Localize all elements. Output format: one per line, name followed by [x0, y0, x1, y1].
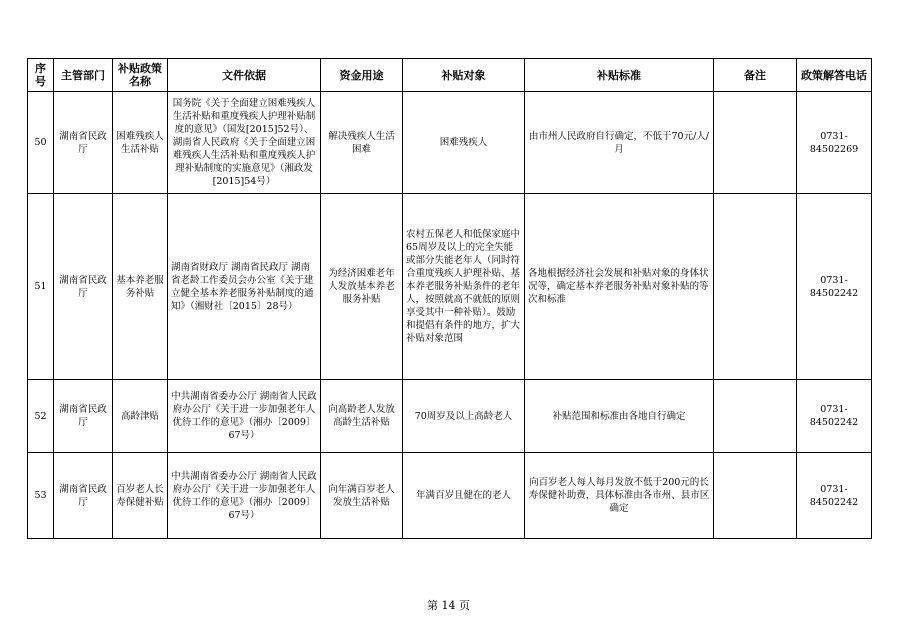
cell-phone: 0731-84502242 — [797, 380, 872, 453]
header-phone: 政策解答电话 — [797, 59, 872, 92]
cell-policy-name: 基本养老服务补贴 — [113, 194, 168, 380]
cell-phone: 0731-84502269 — [797, 92, 872, 194]
cell-standard: 各地根据经济社会发展和补贴对象的身体状况等，确定基本养老服务补贴对象补贴的等次和标准 — [525, 194, 714, 380]
cell-basis: 中共湖南省委办公厅 湖南省人民政府办公厅《关于进一步加强老年人优待工作的意见》（湘办〔2009〕67号） — [168, 380, 321, 453]
cell-seq: 52 — [28, 380, 54, 453]
cell-seq: 53 — [28, 453, 54, 539]
header-standard: 补贴标准 — [525, 59, 714, 92]
subsidy-policy-table — [27, 58, 872, 539]
table-row — [28, 380, 872, 453]
table-row — [28, 453, 872, 539]
cell-basis: 湖南省财政厅 湖南省民政厅 湖南省老龄工作委员会办公室《关于建立健全基本养老服务补贴制度的通知》（湘财社〔2015〕28号） — [168, 194, 321, 380]
cell-standard: 由市州人民政府自行确定，不低于70元/人/月 — [525, 92, 714, 194]
cell-dept: 湖南省民政厅 — [54, 453, 113, 539]
header-remark: 备注 — [714, 59, 797, 92]
cell-standard: 向百岁老人每人每月发放不低于200元的长寿保健补助费，具体标准由各市州、县市区确定 — [525, 453, 714, 539]
cell-phone: 0731-84502242 — [797, 453, 872, 539]
table-row — [28, 92, 872, 194]
cell-policy-name: 百岁老人长寿保健补贴 — [113, 453, 168, 539]
cell-target: 困难残疾人 — [403, 92, 525, 194]
cell-usage: 为经济困难老年人发放基本养老服务补贴 — [321, 194, 403, 380]
cell-usage: 解决残疾人生活困难 — [321, 92, 403, 194]
cell-remark — [714, 453, 797, 539]
header-usage: 资金用途 — [321, 59, 403, 92]
header-target: 补贴对象 — [403, 59, 525, 92]
cell-basis: 中共湖南省委办公厅 湖南省人民政府办公厅《关于进一步加强老年人优待工作的意见》（湘办〔2009〕67号） — [168, 453, 321, 539]
cell-target: 70周岁及以上高龄老人 — [403, 380, 525, 453]
cell-seq: 50 — [28, 92, 54, 194]
cell-dept: 湖南省民政厅 — [54, 92, 113, 194]
table-header-row — [28, 59, 872, 92]
cell-usage: 向高龄老人发放高龄生活补贴 — [321, 380, 403, 453]
cell-seq: 51 — [28, 194, 54, 380]
cell-remark — [714, 194, 797, 380]
cell-target: 农村五保老人和低保家庭中65周岁及以上的完全失能或部分失能老年人（同时符合重度残疾人护理补贴、基本养老服务补贴条件的老年人，按照就高不就低的原则享受其中一种补贴）。鼓励和提倡有条件的地方，扩大补贴对象范围 — [403, 194, 525, 380]
cell-dept: 湖南省民政厅 — [54, 194, 113, 380]
cell-phone: 0731-84502242 — [797, 194, 872, 380]
cell-policy-name: 高龄津贴 — [113, 380, 168, 453]
header-policy-name: 补贴政策名称 — [113, 59, 168, 92]
header-seq: 序号 — [28, 59, 54, 92]
cell-remark — [714, 380, 797, 453]
cell-target: 年满百岁且健在的老人 — [403, 453, 525, 539]
header-dept: 主管部门 — [54, 59, 113, 92]
cell-dept: 湖南省民政厅 — [54, 380, 113, 453]
header-basis: 文件依据 — [168, 59, 321, 92]
cell-basis: 国务院《关于全面建立困难残疾人生活补贴和重度残疾人护理补贴制度的意见》（国发[2015]52号）、湖南省人民政府《关于全面建立困难残疾人生活补贴和重度残疾人护理补贴制度的实施意见》（湘政发[2015]54号） — [168, 92, 321, 194]
cell-standard: 补贴范围和标准由各地自行确定 — [525, 380, 714, 453]
cell-usage: 向年满百岁老人发放生活补贴 — [321, 453, 403, 539]
cell-policy-name: 困难残疾人生活补贴 — [113, 92, 168, 194]
page-number: 第 14 页 — [427, 599, 470, 612]
cell-remark — [714, 92, 797, 194]
table-row — [28, 194, 872, 380]
